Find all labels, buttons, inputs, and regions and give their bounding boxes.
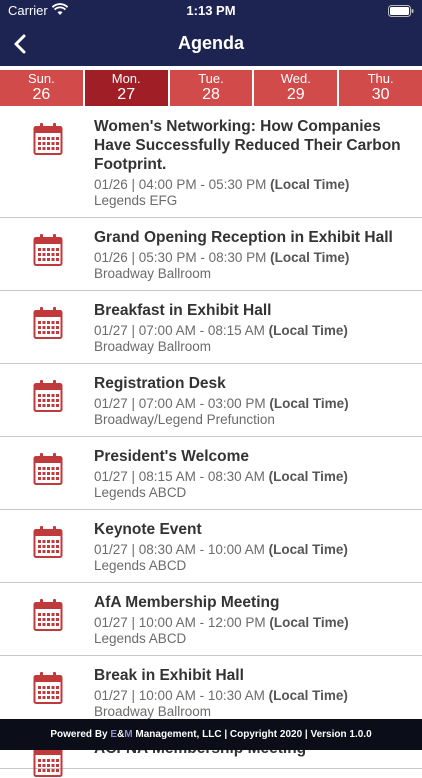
- session-room: Legends ABCD: [94, 558, 187, 573]
- day-tab-monday[interactable]: [85, 70, 168, 106]
- day-tab-number: 27: [117, 86, 136, 103]
- session-room: Broadway/Legend Prefunction: [94, 412, 275, 427]
- day-tab-number: 28: [202, 86, 220, 103]
- session-title: Registration Desk: [94, 375, 226, 392]
- session-row[interactable]: [0, 291, 422, 364]
- session-title: AfA Membership Meeting: [94, 594, 280, 611]
- day-tab-number: 29: [286, 86, 305, 103]
- day-tab-name: Tue.: [198, 71, 224, 86]
- session-row[interactable]: [0, 437, 422, 510]
- session-timezone: (Local Time): [268, 688, 348, 703]
- footer: [0, 719, 422, 750]
- footer-brand-m: M: [124, 729, 133, 740]
- session-time: [94, 249, 410, 266]
- session-room: Legends ABCD: [94, 631, 187, 646]
- session-room: Broadway Ballroom: [94, 704, 212, 719]
- session-title: Break in Exhibit Hall: [94, 667, 244, 684]
- session-timezone: (Local Time): [269, 615, 349, 630]
- session-time: [94, 322, 410, 339]
- battery-icon: [388, 5, 414, 17]
- session-datetime: 01/27 | 10:00 AM - 10:30 AM: [94, 688, 265, 703]
- session-row[interactable]: [0, 510, 422, 583]
- footer-brand-amp: &: [117, 729, 125, 740]
- session-datetime: 01/27 | 07:00 AM - 08:15 AM: [94, 323, 265, 338]
- day-tab-name: Mon.: [111, 71, 141, 86]
- session-title: Keynote Event: [94, 521, 202, 538]
- day-tab-sunday[interactable]: [0, 70, 83, 106]
- day-tab-wednesday[interactable]: [254, 70, 337, 106]
- day-tabs: [0, 66, 422, 106]
- session-datetime: 01/27 | 07:00 AM - 03:00 PM: [94, 396, 266, 411]
- footer-suffix: Management, LLC | Copyright 2020 | Version 1.0.0: [132, 729, 372, 740]
- session-time: [94, 614, 410, 631]
- session-timezone: (Local Time): [268, 469, 348, 484]
- page-title: Agenda: [177, 33, 244, 53]
- session-row[interactable]: [0, 218, 422, 291]
- clock: 1:13 PM: [186, 3, 236, 18]
- session-timezone: (Local Time): [269, 396, 349, 411]
- day-tab-name: Sun.: [28, 71, 55, 86]
- session-row[interactable]: [0, 107, 422, 218]
- footer-prefix: Powered By: [50, 729, 111, 740]
- session-datetime: 01/26 | 04:00 PM - 05:30 PM: [94, 177, 267, 192]
- calendar-icon: [33, 525, 63, 559]
- session-title: President's Welcome: [94, 448, 250, 465]
- day-tab-tuesday[interactable]: [170, 70, 253, 106]
- session-datetime: 01/26 | 05:30 PM - 08:30 PM: [94, 250, 267, 265]
- calendar-icon: [33, 598, 63, 632]
- session-datetime: 01/27 | 10:00 AM - 12:00 PM: [94, 615, 266, 630]
- session-time: [94, 687, 410, 704]
- session-title: Grand Opening Reception in Exhibit Hall: [94, 229, 393, 246]
- session-timezone: (Local Time): [268, 323, 348, 338]
- calendar-icon: [33, 306, 63, 340]
- session-list[interactable]: [0, 107, 422, 719]
- session-time: [94, 176, 410, 193]
- calendar-icon: [33, 452, 63, 486]
- calendar-icon: [33, 379, 63, 413]
- day-tab-number: 26: [32, 86, 51, 103]
- session-time: [94, 395, 410, 412]
- session-timezone: (Local Time): [268, 542, 348, 557]
- chevron-left-icon: [13, 34, 27, 54]
- status-bar: [0, 0, 422, 22]
- session-title: Breakfast in Exhibit Hall: [94, 302, 272, 319]
- session-room: Broadway Ballroom: [94, 339, 212, 354]
- session-title: Women's Networking: How Companies Have Successfully Reduced Their Carbon Footprint.: [94, 118, 401, 173]
- session-timezone: (Local Time): [270, 177, 350, 192]
- session-time: [94, 468, 410, 485]
- day-tab-name: Wed.: [280, 71, 311, 86]
- session-room: Broadway Ballroom: [94, 266, 212, 281]
- day-tab-thursday[interactable]: [339, 70, 422, 106]
- nav-bar: [0, 22, 422, 66]
- day-tab-name: Thu.: [367, 71, 394, 86]
- session-timezone: (Local Time): [270, 250, 350, 265]
- session-room: Legends ABCD: [94, 485, 187, 500]
- footer-brand-e: E: [110, 729, 118, 740]
- calendar-icon: [33, 671, 63, 705]
- calendar-icon: [33, 122, 63, 156]
- session-room: Legends EFG: [94, 193, 178, 208]
- session-datetime: 01/27 | 08:15 AM - 08:30 AM: [94, 469, 265, 484]
- session-row[interactable]: [0, 364, 422, 437]
- day-tab-number: 30: [371, 86, 390, 103]
- carrier-label: Carrier: [8, 3, 48, 18]
- session-row[interactable]: [0, 583, 422, 656]
- session-datetime: 01/27 | 08:30 AM - 10:00 AM: [94, 542, 265, 557]
- session-time: [94, 541, 410, 558]
- calendar-icon: [33, 233, 63, 267]
- back-button[interactable]: [4, 28, 36, 60]
